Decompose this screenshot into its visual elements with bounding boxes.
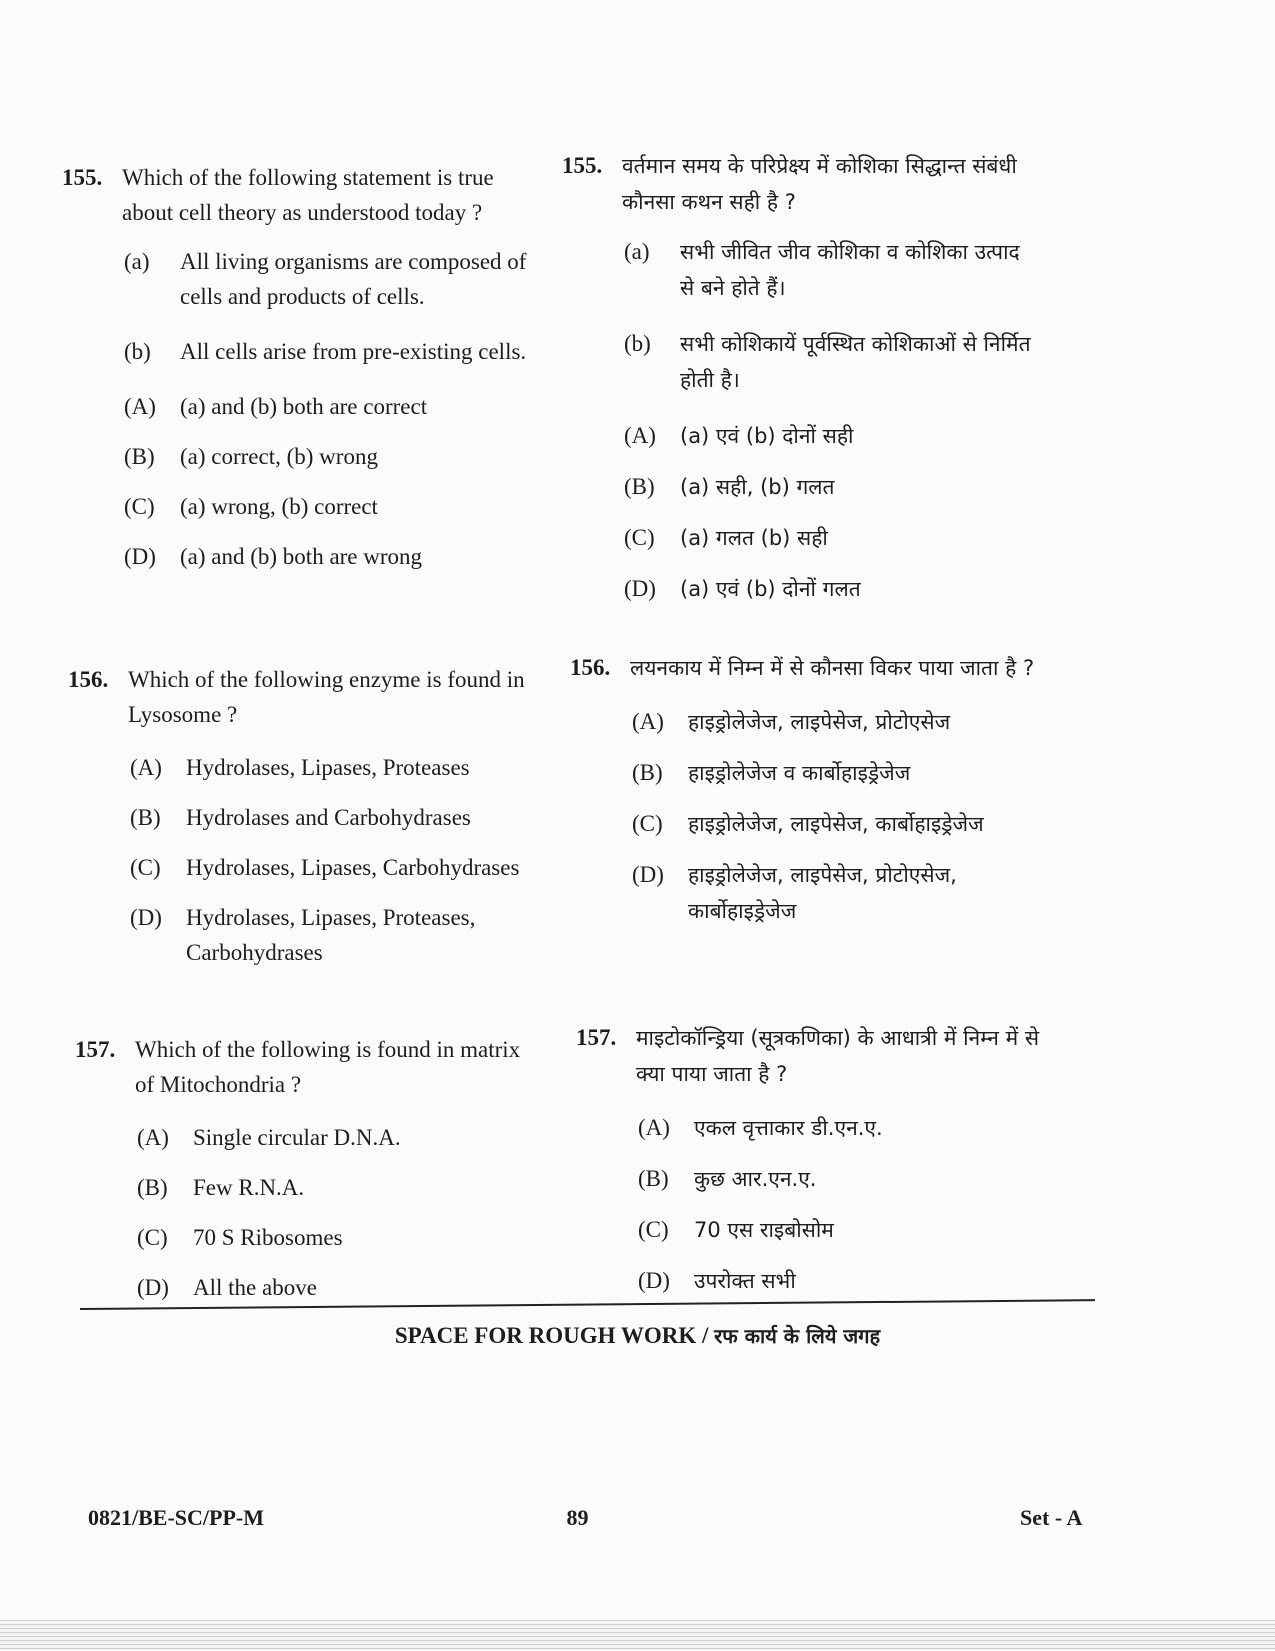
option-c [130,850,538,885]
question-155-english [62,160,532,589]
option-list [624,418,1040,607]
question-text: Which of the following enzyme is found in Lysosome ? [128,667,525,727]
option-text: कुछ आर.एन.ए. [694,1167,817,1191]
question-text: लयनकाय में निम्न में से कौनसा विकर पाया जाता है ? [630,656,1035,680]
rough-work-hindi: रफ कार्य के लिये जगह [714,1324,881,1348]
page-number: 89 [566,1505,589,1530]
option-d [130,900,538,970]
option-text: Few R.N.A. [193,1175,305,1200]
option-label: (A) [130,755,162,780]
option-label: (A) [624,423,656,448]
option-d [124,539,532,574]
rough-work-heading [0,1322,1275,1349]
option-label: (A) [638,1115,670,1140]
option-b [124,439,532,474]
option-a [638,1110,1046,1146]
option-d [632,857,1040,929]
option-c [124,489,532,524]
statement-text: All cells arise from pre-existing cells. [180,339,527,364]
option-label: (D) [137,1275,169,1300]
option-text: (a) wrong, (b) correct [180,494,378,519]
option-list [124,389,532,574]
question-number: 155. [62,165,103,190]
question-number: 156. [570,655,611,680]
option-text: Hydrolases, Lipases, Proteases [186,755,470,780]
statement-text: सभी जीवित जीव कोशिका व कोशिका उत्पाद से बने होते हैं। [680,240,1020,300]
option-label: (C) [632,811,663,836]
question-156-english [68,662,538,985]
question-text: Which of the following statement is true about cell theory as understood today ? [122,165,494,225]
option-label: (D) [124,544,156,569]
option-a [624,418,1040,454]
statement-label: (b) [124,339,151,364]
statement-label: (b) [624,331,651,356]
option-text: (a) and (b) both are correct [180,394,428,419]
statement-list [624,234,1040,398]
option-c [632,806,1040,842]
question-number: 155. [562,153,603,178]
option-text: (a) and (b) both are wrong [180,544,423,569]
set-label: Set - A [1020,1505,1083,1530]
option-text: Single circular D.N.A. [193,1125,401,1150]
scan-edge-lines [0,1620,1275,1651]
statement-label: (a) [124,249,150,274]
option-text: (a) सही, (b) गलत [680,475,835,499]
question-155-hindi [562,148,1040,622]
question-157-english [75,1032,545,1320]
option-list [137,1120,545,1305]
option-label: (B) [130,805,161,830]
option-text: (a) एवं (b) दोनों सही [680,424,854,448]
question-text: वर्तमान समय के परिप्रेक्ष्य में कोशिका सिद्धान्त संबंधी कौनसा कथन सही है ? [622,154,1017,214]
option-text: Hydrolases, Lipases, Proteases, Carbohydrases [186,905,476,965]
statement-a [624,234,1040,306]
question-number: 156. [68,667,109,692]
option-text: हाइड्रोलेजेज, लाइपेसेज, प्रोटोएसेज, कार्बोहाइड्रेजेज [688,863,957,923]
option-b [632,755,1040,791]
option-text: हाइड्रोलेजेज व कार्बोहाइड्रेजेज [688,761,911,785]
option-label: (A) [124,394,156,419]
option-label: (D) [638,1268,670,1293]
option-label: (C) [638,1217,669,1242]
option-list [632,704,1040,929]
option-list [130,750,538,970]
option-label: (B) [638,1166,669,1191]
question-number: 157. [576,1025,617,1050]
option-a [124,389,532,424]
option-label: (C) [130,855,161,880]
statement-list [124,244,532,369]
option-label: (B) [124,444,155,469]
option-label: (D) [632,862,664,887]
option-a [130,750,538,785]
option-label: (C) [137,1225,168,1250]
option-d [638,1263,1046,1299]
question-number: 157. [75,1037,116,1062]
question-text: Which of the following is found in matrix of Mitochondria ? [135,1037,521,1097]
option-c [638,1212,1046,1248]
option-label: (D) [130,905,162,930]
option-label: (C) [624,525,655,550]
option-text: हाइड्रोलेजेज, लाइपेसेज, कार्बोहाइड्रेजेज [688,812,984,836]
option-b [638,1161,1046,1197]
option-label: (B) [632,760,663,785]
question-stem [562,148,1040,220]
question-stem [75,1032,545,1102]
question-stem [68,662,538,732]
option-text: एकल वृत्ताकार डी.एन.ए. [694,1116,883,1140]
option-b [137,1170,545,1205]
question-text: माइटोकॉन्ड्रिया (सूत्रकणिका) के आधात्री में निम्न में से क्या पाया जाता है ? [636,1026,1040,1086]
statement-a [124,244,532,314]
option-text: 70 एस राइबोसोम [694,1218,834,1242]
option-c [137,1220,545,1255]
option-label: (D) [624,576,656,601]
option-label: (A) [632,709,664,734]
option-text: All the above [193,1275,317,1300]
statement-label: (a) [624,239,650,264]
option-a [632,704,1040,740]
question-stem [570,650,1040,686]
option-list [638,1110,1046,1299]
option-d [624,571,1040,607]
option-text: हाइड्रोलेजेज, लाइपेसेज, प्रोटोएसेज [688,710,951,734]
option-text: उपरोक्त सभी [694,1269,796,1293]
statement-text: सभी कोशिकायें पूर्वस्थित कोशिकाओं से निर्मित होती है। [680,332,1031,392]
option-label: (C) [124,494,155,519]
option-b [624,469,1040,505]
question-157-hindi [576,1020,1046,1314]
question-stem [62,160,532,230]
option-a [137,1120,545,1155]
option-text: 70 S Ribosomes [193,1225,343,1250]
option-c [624,520,1040,556]
option-d [137,1270,545,1305]
rough-work-english: SPACE FOR ROUGH WORK / [394,1323,709,1348]
option-b [130,800,538,835]
statement-b [624,326,1040,398]
paper-code: 0821/BE-SC/PP-M [88,1505,264,1530]
statement-text: All living organisms are composed of cells and products of cells. [180,249,527,309]
option-label: (B) [624,474,655,499]
question-156-hindi [570,650,1040,944]
option-text: (a) correct, (b) wrong [180,444,378,469]
option-text: (a) गलत (b) सही [680,526,828,550]
question-stem [576,1020,1046,1092]
option-text: Hydrolases, Lipases, Carbohydrases [186,855,520,880]
option-label: (A) [137,1125,169,1150]
option-label: (B) [137,1175,168,1200]
statement-b [124,334,532,369]
option-text: (a) एवं (b) दोनों गलत [680,577,861,601]
option-text: Hydrolases and Carbohydrases [186,805,471,830]
